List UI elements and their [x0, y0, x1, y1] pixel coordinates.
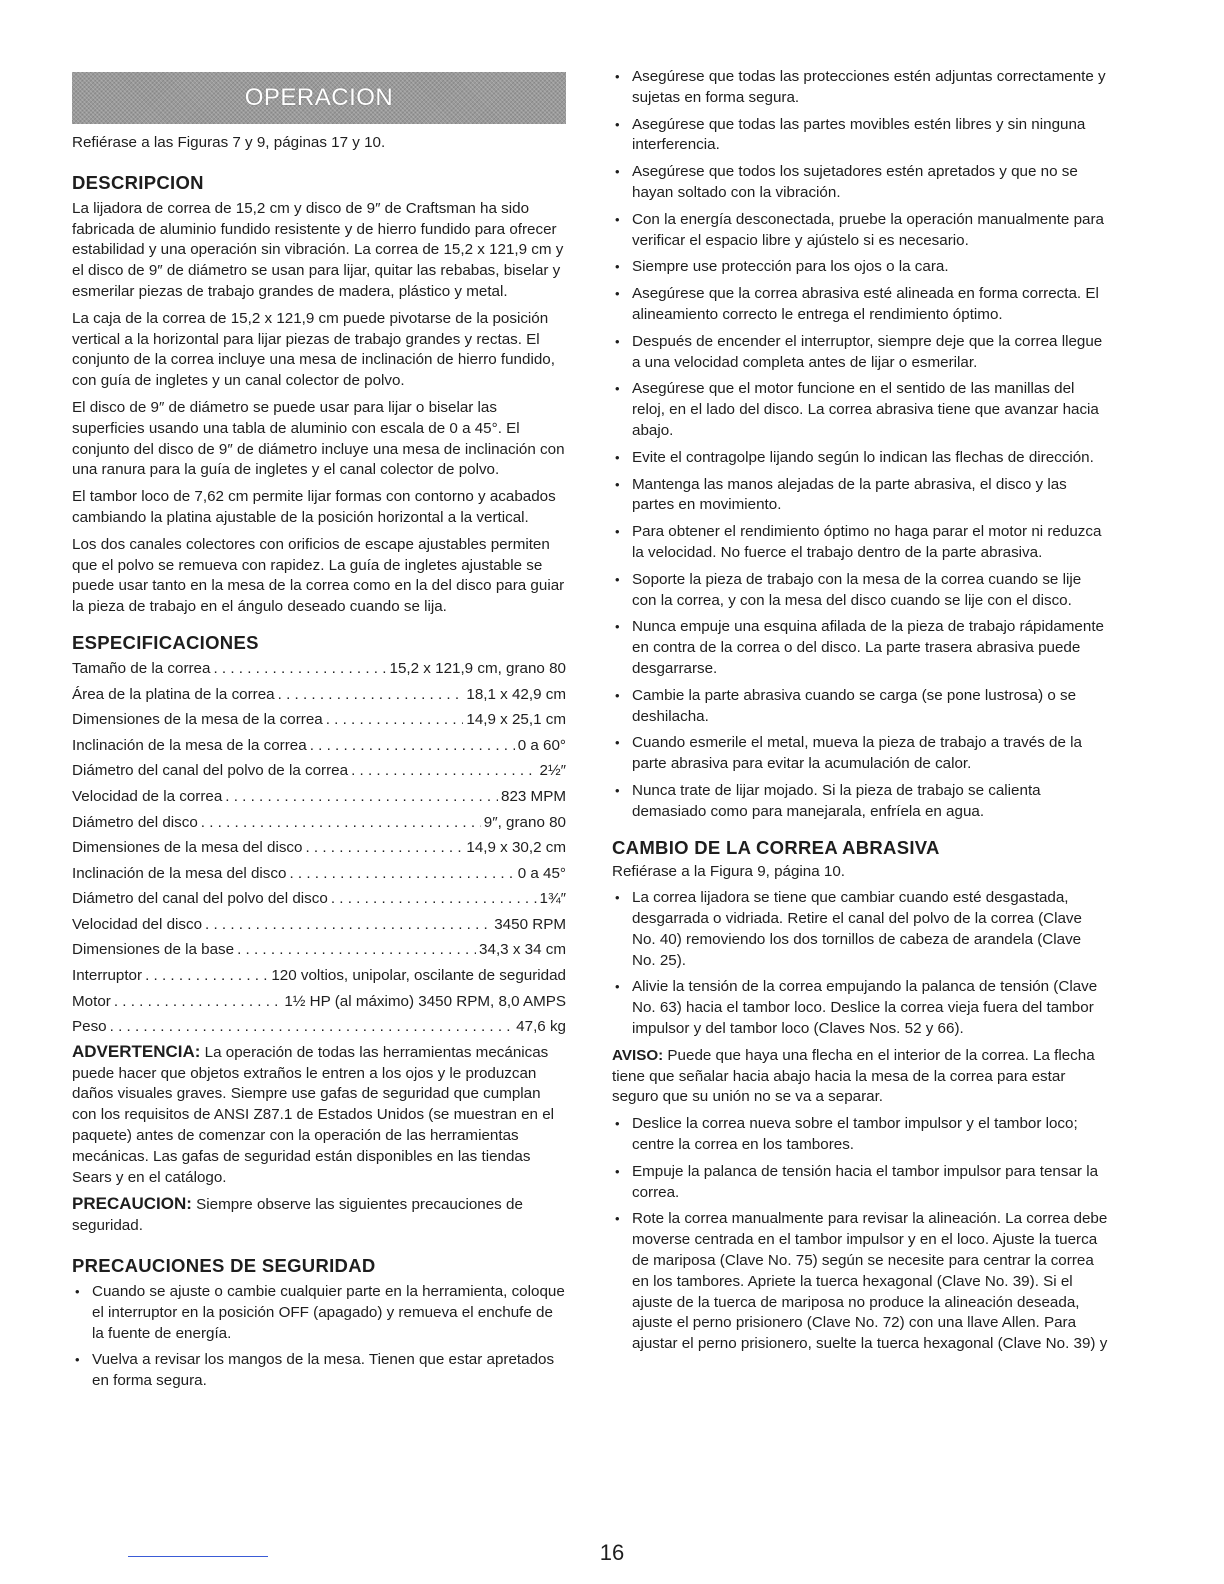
descripcion-paragraph: La lijadora de correa de 15,2 cm y disco de 9″ de Craftsman ha sido fabricada de aluminio fundido resistente y de hierro fundido para ofrecer estabilidad y una operación sin vibración. La correa de 15,2 x 121,9 cm y el disco de 9″ de diámetro se usan para lijar, quitar las rebabas, biselar y esmerilar piezas de trabajo grandes de madera, plástico y metal.	[72, 199, 564, 300]
descripcion-paragraph: El tambor loco de 7,62 cm permite lijar formas con contorno y acabados cambiando la platina ajustable de la posición horizontal a la vertical.	[72, 488, 556, 526]
list-item: • Siempre use protección para los ojos o la cara.	[612, 257, 1108, 278]
spec-row	[72, 733, 566, 759]
spec-label: Diámetro del disco	[72, 813, 198, 831]
spec-row	[72, 784, 566, 810]
spec-value: 34,3 x 34 cm	[479, 941, 566, 959]
spec-value: 823 MPM	[501, 787, 566, 805]
spec-value: 1¾″	[539, 890, 566, 908]
spec-row	[72, 810, 566, 836]
spec-label: Inclinación de la mesa del disco	[72, 864, 287, 882]
aviso-label: AVISO:	[612, 1046, 664, 1064]
spec-leader-dots	[310, 733, 515, 759]
spec-row	[72, 861, 566, 887]
list-item: • Empuje la palanca de tensión hacia el tambor impulsor para tensar la correa.	[612, 1162, 1108, 1204]
cambio-heading: CAMBIO DE LA CORREA ABRASIVA	[612, 836, 940, 858]
spec-leader-dots	[278, 682, 464, 708]
list-item: • Mantenga las manos alejadas de la parte abrasiva, el disco y las partes en movimiento.	[612, 475, 1108, 517]
descripcion-heading: DESCRIPCION	[72, 171, 204, 193]
spec-row	[72, 912, 566, 938]
list-item: • Asegúrese que todas las protecciones estén adjuntas correctamente y sujetas en forma segura.	[612, 67, 1108, 109]
cambio-list-b	[612, 1114, 1108, 1355]
spec-leader-dots	[213, 656, 386, 682]
spec-value: 9″, grano 80	[483, 813, 566, 831]
spec-leader-dots	[145, 963, 268, 989]
precauciones-list-left	[72, 1282, 566, 1392]
list-item: • Alivie la tensión de la correa empujando la palanca de tensión (Clave No. 63) hacia el tambor loco. Deslice la correa vieja fuera del tambor impulsor y del tambor loco (Claves Nos. 52 y 66).	[612, 977, 1108, 1039]
footer-rule	[128, 1556, 268, 1557]
list-item: • Cuando se ajuste o cambie cualquier parte en la herramienta, coloque el interruptor en la posición OFF (apagado) y remueva el enchufe de la fuente de energía.	[72, 1282, 566, 1344]
spec-leader-dots	[114, 989, 282, 1015]
spec-value: 14,9 x 30,2 cm	[466, 839, 566, 857]
precauciones-list-right	[612, 67, 1108, 823]
right-flow	[612, 67, 1108, 1361]
spec-leader-dots	[289, 861, 514, 887]
spec-leader-dots	[331, 886, 537, 912]
spec-value: 18,1 x 42,9 cm	[466, 685, 566, 703]
page-number: 16	[599, 1540, 625, 1565]
spec-label: Inclinación de la mesa de la correa	[72, 736, 307, 754]
aviso-text: Puede que haya una flecha en el interior de la correa. La flecha tiene que señalar hacia abajo hacia la mesa de la correa para estar seguro que su unión no se va a separar.	[612, 1046, 1095, 1106]
spec-value: 120 voltios, unipolar, oscilante de seguridad	[271, 967, 566, 985]
spec-list	[72, 656, 566, 1040]
spec-leader-dots	[305, 835, 463, 861]
list-item: • Asegúrese que el motor funcione en el sentido de las manillas del reloj, en el lado del disco. La correa abrasiva tiene que avanzar hacia abajo.	[612, 379, 1108, 441]
advertencia-text: La operación de todas las herramientas mecánicas puede hacer que objetos extraños le entren a los ojos y le produzcan daños visuales graves. Siempre use gafas de seguridad que cumplan con los requisitos de ANSI Z87.1 de Estados Unidos (se muestran en el paquete) antes de comenzar con la operación de las herramientas mecánicas. Las gafas de seguridad están disponibles en las tiendas Sears y en el catálogo.	[72, 1043, 555, 1186]
spec-value: 3450 RPM	[494, 915, 566, 933]
spec-row	[72, 937, 566, 963]
spec-row	[72, 1014, 566, 1040]
descripcion-paragraph: El disco de 9″ de diámetro se puede usar para lijar o biselar las superficies usando una tabla de aluminio con escala de 0 a 45°. El conjunto del disco de 9″ de diámetro incluye una mesa de inclinación con una ranura para la guía de ingletes y el canal colector de polvo.	[72, 398, 565, 479]
spec-row	[72, 963, 566, 989]
precaucion-text: Siempre observe las siguientes precauciones de seguridad.	[72, 1196, 523, 1235]
spec-label: Motor	[72, 992, 111, 1010]
cambio-reference: Refiérase a la Figura 9, página 10.	[612, 862, 846, 880]
list-item: • Después de encender el interruptor, siempre deje que la correa llegue a una velocidad completa antes de lijar o esmerilar.	[612, 332, 1108, 374]
especificaciones-heading: ESPECIFICACIONES	[72, 631, 259, 653]
spec-value: 0 a 60°	[517, 736, 566, 754]
spec-leader-dots	[237, 937, 476, 963]
list-item: • Nunca empuje una esquina afilada de la pieza de trabajo rápidamente en contra de la correa o del disco. La parte trasera abrasiva puede desgarrarse.	[612, 617, 1108, 679]
spec-row	[72, 989, 566, 1015]
list-item: • Asegúrese que todas las partes movibles estén libres y sin ninguna interferencia.	[612, 115, 1108, 157]
list-item: • Nunca trate de lijar mojado. Si la pieza de trabajo se calienta demasiado como para manejarala, enfríela en agua.	[612, 781, 1108, 823]
list-item: • Cambie la parte abrasiva cuando se carga (se pone lustrosa) o se deshilacha.	[612, 686, 1108, 728]
list-item: • Con la energía desconectada, pruebe la operación manualmente para verificar el espacio libre y ajústelo si es necesario.	[612, 210, 1108, 252]
advertencia-paragraph	[72, 1042, 566, 1189]
list-item: • Soporte la pieza de trabajo con la mesa de la correa cuando se lije con la correa, y con la mesa del disco cuando se lije con el disco.	[612, 570, 1108, 612]
list-item: • La correa lijadora se tiene que cambiar cuando esté desgastada, desgarrada o vidriada. Retire el canal del polvo de la correa (Clave No. 40) removiendo los dos tornillos de cabeza de arandela (Clave No. 25).	[612, 888, 1108, 971]
spec-value: 1½ HP (al máximo) 3450 RPM, 8,0 AMPS	[284, 992, 566, 1010]
section-banner	[72, 72, 566, 124]
spec-value: 14,9 x 25,1 cm	[466, 711, 566, 729]
left-flow	[72, 133, 566, 1398]
spec-row	[72, 707, 566, 733]
spec-label: Diámetro del canal del polvo del disco	[72, 890, 328, 908]
spec-row	[72, 758, 566, 784]
advertencia-label: ADVERTENCIA:	[72, 1041, 201, 1061]
spec-label: Dimensiones de la base	[72, 941, 235, 959]
precauciones-heading: PRECAUCIONES DE SEGURIDAD	[72, 1255, 376, 1277]
spec-label: Interruptor	[72, 967, 143, 985]
list-item: • Asegúrese que la correa abrasiva esté alineada en forma correcta. El alineamiento correcto le entrega el rendimiento óptimo.	[612, 284, 1108, 326]
banner-title: OPERACION	[244, 84, 394, 111]
list-item: • Cuando esmerile el metal, mueva la pieza de trabajo a través de la parte abrasiva para evitar la acumulación de calor.	[612, 733, 1108, 775]
spec-row	[72, 886, 566, 912]
precaucion-paragraph	[72, 1194, 566, 1237]
spec-label: Velocidad de la correa	[72, 787, 223, 805]
spec-label: Diámetro del canal del polvo de la correa	[72, 762, 349, 780]
spec-label: Área de la platina de la correa	[72, 685, 275, 703]
spec-row	[72, 682, 566, 708]
spec-label: Tamaño de la correa	[72, 659, 211, 677]
aviso-paragraph	[612, 1046, 1108, 1108]
descripcion-paragraph: Los dos canales colectores con orificios de escape ajustables permiten que el polvo se remueva con rapidez. La guía de ingletes ajustable se puede usar tanto en la mesa de la correa como en la del disco para guiar la pieza de trabajo en el ángulo deseado cuando se lija.	[72, 535, 565, 616]
spec-leader-dots	[225, 784, 498, 810]
spec-leader-dots	[205, 912, 491, 938]
spec-label: Peso	[72, 1018, 107, 1036]
list-item: • Para obtener el rendimiento óptimo no haga parar el motor ni reduzca la velocidad. No fuerce el trabajo dentro de la parte abrasiva.	[612, 522, 1108, 564]
spec-label: Dimensiones de la mesa del disco	[72, 839, 303, 857]
spec-leader-dots	[110, 1014, 514, 1040]
list-item: • Asegúrese que todos los sujetadores estén apretados y que no se hayan soltado con la vibración.	[612, 162, 1108, 204]
list-item: • Evite el contragolpe lijando según lo indican las flechas de dirección.	[612, 448, 1108, 469]
spec-value: 47,6 kg	[516, 1018, 566, 1036]
spec-leader-dots	[326, 707, 464, 733]
spec-value: 0 a 45°	[517, 864, 566, 882]
spec-leader-dots	[201, 810, 481, 836]
spec-label: Dimensiones de la mesa de la correa	[72, 711, 323, 729]
intro-reference: Refiérase a las Figuras 7 y 9, páginas 17 y 10.	[72, 134, 386, 151]
spec-label: Velocidad del disco	[72, 915, 203, 933]
list-item: • Vuelva a revisar los mangos de la mesa. Tienen que estar apretados en forma segura.	[72, 1350, 566, 1392]
spec-value: 2½″	[539, 762, 566, 780]
cambio-list-a	[612, 888, 1108, 1040]
descripcion-paragraph: La caja de la correa de 15,2 x 121,9 cm puede pivotarse de la posición vertical a la horizontal para lijar piezas de trabajo grandes y rectas. El conjunto de la correa incluye una mesa de inclinación de hierro fundido, con guía de ingletes y un canal colector de polvo.	[72, 309, 555, 390]
spec-row	[72, 835, 566, 861]
spec-row	[72, 656, 566, 682]
spec-value: 15,2 x 121,9 cm, grano 80	[389, 659, 566, 677]
list-item: • Rote la correa manualmente para revisar la alineación. La correa debe moverse centrada en el tambor impulsor y en el loco. Ajuste la tuerca de mariposa (Clave No. 75) según se necesite para centrar la correa en los tambores. Apriete la tuerca hexagonal (Clave No. 39). Si el ajuste de la tuerca de mariposa no produce la alineación deseada, ajuste el perno prisionero (Clave No. 72) con una llave Allen. Para ajustar el perno prisionero, suelte la tuerca hexagonal (Clave No. 39) y	[612, 1209, 1108, 1355]
spec-leader-dots	[351, 758, 536, 784]
list-item: • Deslice la correa nueva sobre el tambor impulsor y el tambor loco; centre la correa en los tambores.	[612, 1114, 1108, 1156]
precaucion-label: PRECAUCION:	[72, 1194, 192, 1214]
